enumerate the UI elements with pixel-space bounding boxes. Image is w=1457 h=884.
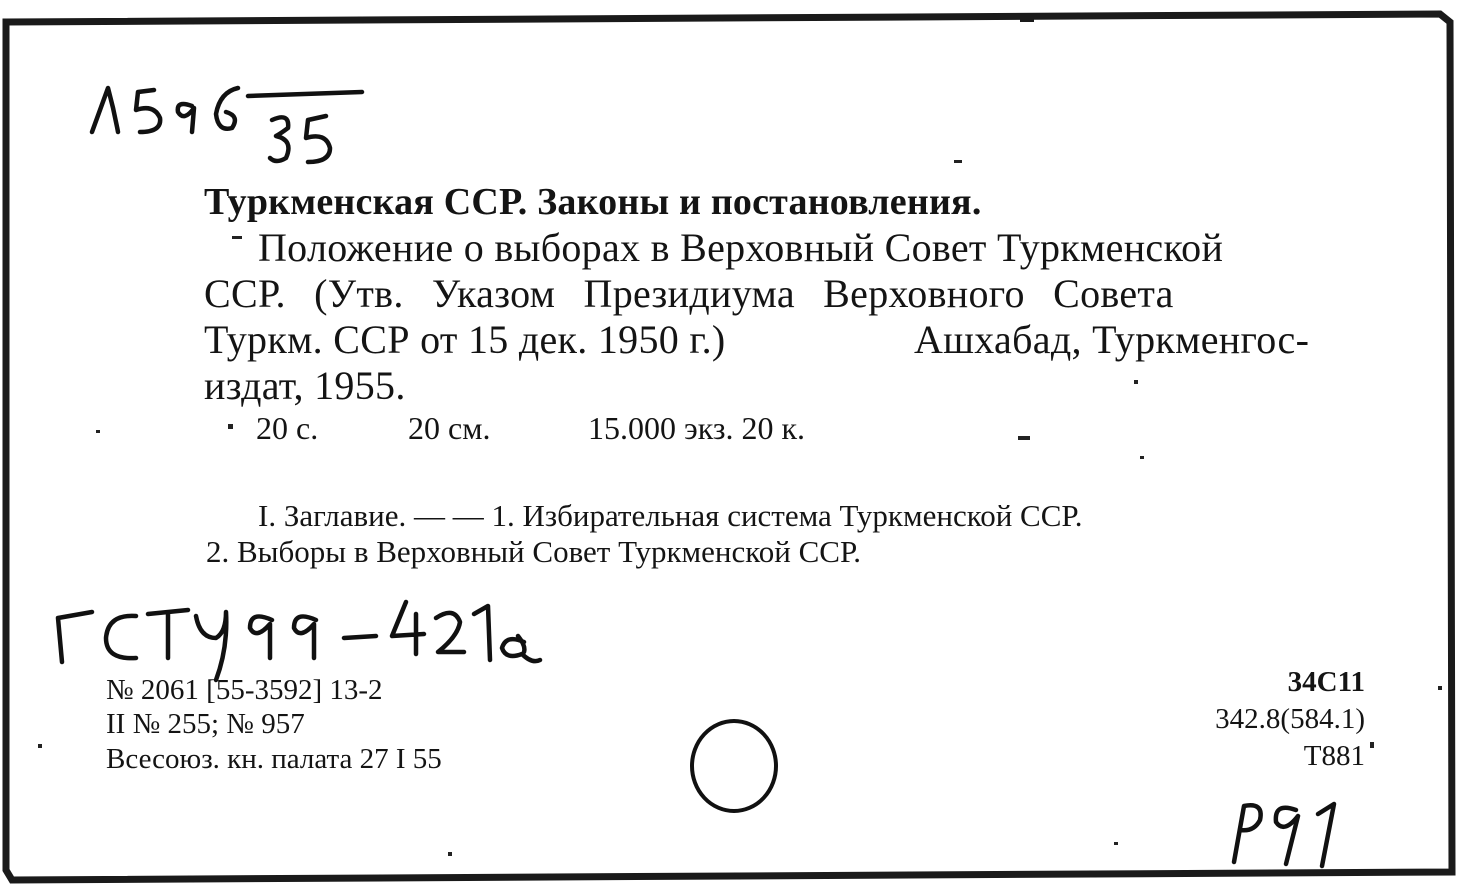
description-line-3: Туркм. ССР от 15 дек. 1950 г.) [204,317,726,362]
collation-pages: 20 с. [256,410,319,446]
udc-code: 342.8(584.1) [1215,703,1365,735]
chamber-line: Всесоюз. кн. палата 27 I 55 [106,743,442,775]
secondary-number-line: II № 255; № 957 [106,708,305,740]
tracing-line-1: I. Заглавие. — — 1. Избирательная система Туркменской ССР. [258,498,1083,533]
publisher-year: издат, 1955. [204,363,406,408]
collation-copies-price: 15.000 экз. 20 к. [588,410,806,446]
author-mark: Т881 [1303,740,1365,772]
collation-size: 20 см. [408,410,491,446]
classification-code: 34С11 [1287,666,1365,698]
publisher-place: Ашхабад, Туркменгос- [914,317,1310,362]
tracing-line-2: 2. Выборы в Верховный Совет Туркменской ССР. [206,534,862,569]
card-heading: Туркменская ССР. Законы и постановления. [204,181,982,223]
record-number-line: № 2061 [55-3592] 13-2 [106,674,383,706]
description-line-2: ССР. (Утв. Указом Президиума Верховного Совета [204,271,1174,316]
description-line-1: Положение о выборах в Верховный Совет Туркменской [258,225,1224,270]
